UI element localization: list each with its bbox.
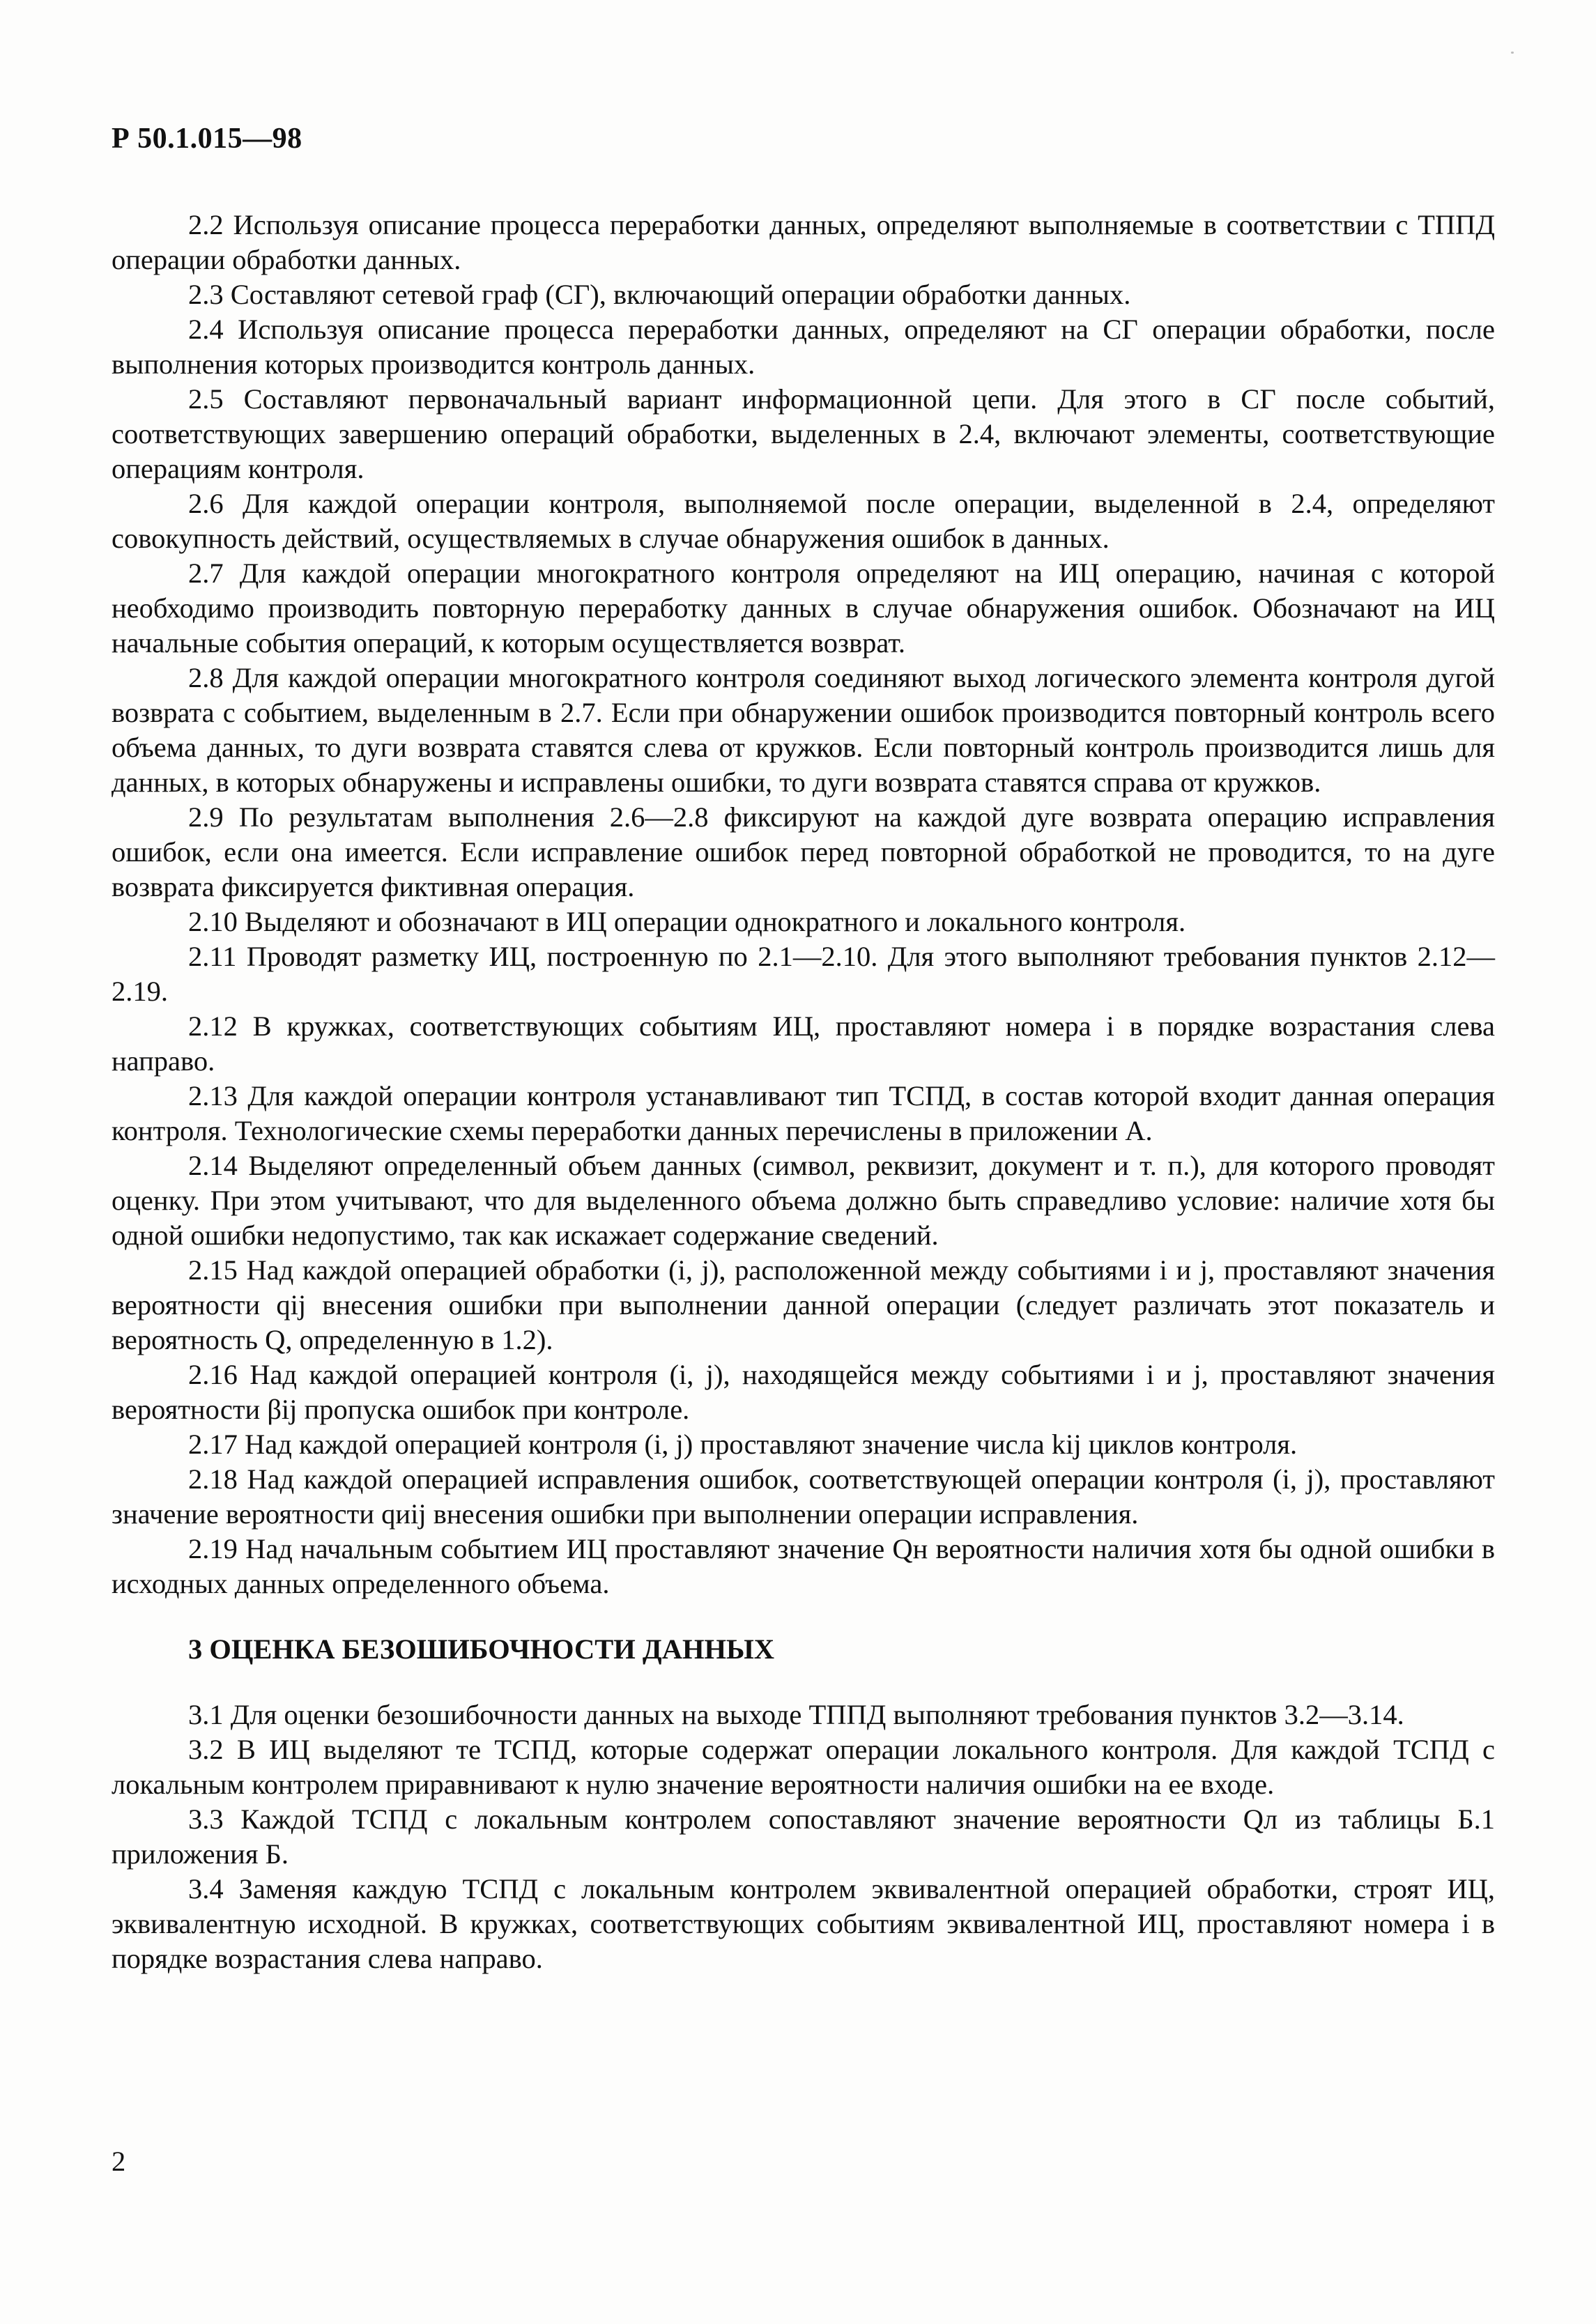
- paragraph-2-16: 2.16 Над каждой операцией контроля (i, j), находящейся между событиями i и j, проставляют значения вероятности βij пропуска ошибок при контроле.: [112, 1359, 1495, 1425]
- paragraph-2-14: 2.14 Выделяют определенный объем данных (символ, реквизит, документ и т. п.), для которого проводят оценку. При этом учитывают, что для выделенного объема должно быть справедливо условие: наличие хотя бы одной ошибки недопустимо, так как искажает содержание сведений.: [112, 1150, 1495, 1251]
- paragraph-2-13: 2.13 Для каждой операции контроля устанавливают тип ТСПД, в состав которой входит данная операция контроля. Технологические схемы переработки данных перечислены в приложении А.: [112, 1080, 1495, 1146]
- paragraph-3-1: 3.1 Для оценки безошибочности данных на выходе ТППД выполняют требования пунктов 3.2—3.14.: [188, 1699, 1404, 1730]
- paragraph-2-4: 2.4 Используя описание процесса переработки данных, определяют на СГ операции обработки, после выполнения которых производится контроль данных.: [112, 314, 1495, 380]
- paragraph-2-6: 2.6 Для каждой операции контроля, выполняемой после операции, выделенной в 2.4, определяют совокупность действий, осуществляемых в случае обнаружения ошибок в данных.: [112, 488, 1495, 554]
- document-code-header: Р 50.1.015—98: [112, 123, 302, 155]
- paragraph-2-3: 2.3 Составляют сетевой граф (СГ), включающий операции обработки данных.: [188, 279, 1131, 310]
- paragraph-2-17: 2.17 Над каждой операцией контроля (i, j) проставляют значение числа kij циклов контроля.: [188, 1429, 1298, 1460]
- paragraph-2-2: 2.2 Используя описание процесса переработки данных, определяют выполняемые в соответствии с ТППД операции обработки данных.: [112, 209, 1495, 275]
- paragraph-2-12: 2.12 В кружках, соответствующих событиям ИЦ, проставляют номера i в порядке возрастания слева направо.: [112, 1010, 1495, 1077]
- paragraph-3-2: 3.2 В ИЦ выделяют те ТСПД, которые содержат операции локального контроля. Для каждой ТСПД с локальным контролем приравнивают к нулю значение вероятности наличия ошибки на ее входе.: [112, 1734, 1495, 1800]
- paragraph-2-18: 2.18 Над каждой операцией исправления ошибок, соответствующей операции контроля (i, j), проставляют значение вероятности qиij внесения ошибки при выполнении операции исправления.: [112, 1463, 1495, 1530]
- paragraph-2-5: 2.5 Составляют первоначальный вариант информационной цепи. Для этого в СГ после событий, соответствующих завершению операций обработки, выделенных в 2.4, включают элементы, соответствующие операциям контроля.: [112, 383, 1495, 484]
- paragraph-2-7: 2.7 Для каждой операции многократного контроля определяют на ИЦ операцию, начиная с которой необходимо производить повторную переработку данных в случае обнаружения ошибок. Обозначают на ИЦ начальные события операций, к которым осуществляется возврат.: [112, 557, 1495, 659]
- paragraph-3-4: 3.4 Заменяя каждую ТСПД с локальным контролем эквивалентной операцией обработки, строят ИЦ, эквивалентную исходной. В кружках, соответствующих событиям эквивалентной ИЦ, проставляют номера i в порядке возрастания слева направо.: [112, 1873, 1495, 1974]
- section-3-heading: 3 ОЦЕНКА БЕЗОШИБОЧНОСТИ ДАННЫХ: [188, 1633, 775, 1665]
- paragraph-2-10: 2.10 Выделяют и обозначают в ИЦ операции однократного и локального контроля.: [188, 906, 1186, 937]
- paragraph-3-3: 3.3 Каждой ТСПД с локальным контролем сопоставляют значение вероятности Qл из таблицы Б.1 приложения Б.: [112, 1803, 1495, 1870]
- paragraph-2-15: 2.15 Над каждой операцией обработки (i, j), расположенной между событиями i и j, проставляют значения вероятности qij внесения ошибки при выполнении данной операции (следует различать этот показатель и вероятность Q, определенную в 1.2).: [112, 1254, 1495, 1355]
- paragraph-2-19: 2.19 Над начальным событием ИЦ проставляют значение Qн вероятности наличия хотя бы одной ошибки в исходных данных определенного объема.: [112, 1533, 1495, 1599]
- document-body: [112, 208, 1495, 1976]
- paragraph-2-9: 2.9 По результатам выполнения 2.6—2.8 фиксируют на каждой дуге возврата операцию исправления ошибок, если она имеется. Если исправление ошибок перед повторной обработкой не проводится, то на дуге возврата фиксируется фиктивная операция.: [112, 801, 1495, 902]
- paragraph-2-8: 2.8 Для каждой операции многократного контроля соединяют выход логического элемента контроля дугой возврата с событием, выделенным в 2.7. Если при обнаружении ошибок производится повторный контроль всего объема данных, то дуги возврата ставятся слева от кружков. Если повторный контроль производится лишь для данных, в которых обнаружены и исправлены ошибки, то дуги возврата ставятся справа от кружков.: [112, 662, 1495, 798]
- scan-speck: [1511, 52, 1514, 54]
- paragraph-2-11: 2.11 Проводят разметку ИЦ, построенную по 2.1—2.10. Для этого выполняют требования пунктов 2.12—2.19.: [112, 941, 1495, 1007]
- page-number: 2: [112, 2146, 126, 2177]
